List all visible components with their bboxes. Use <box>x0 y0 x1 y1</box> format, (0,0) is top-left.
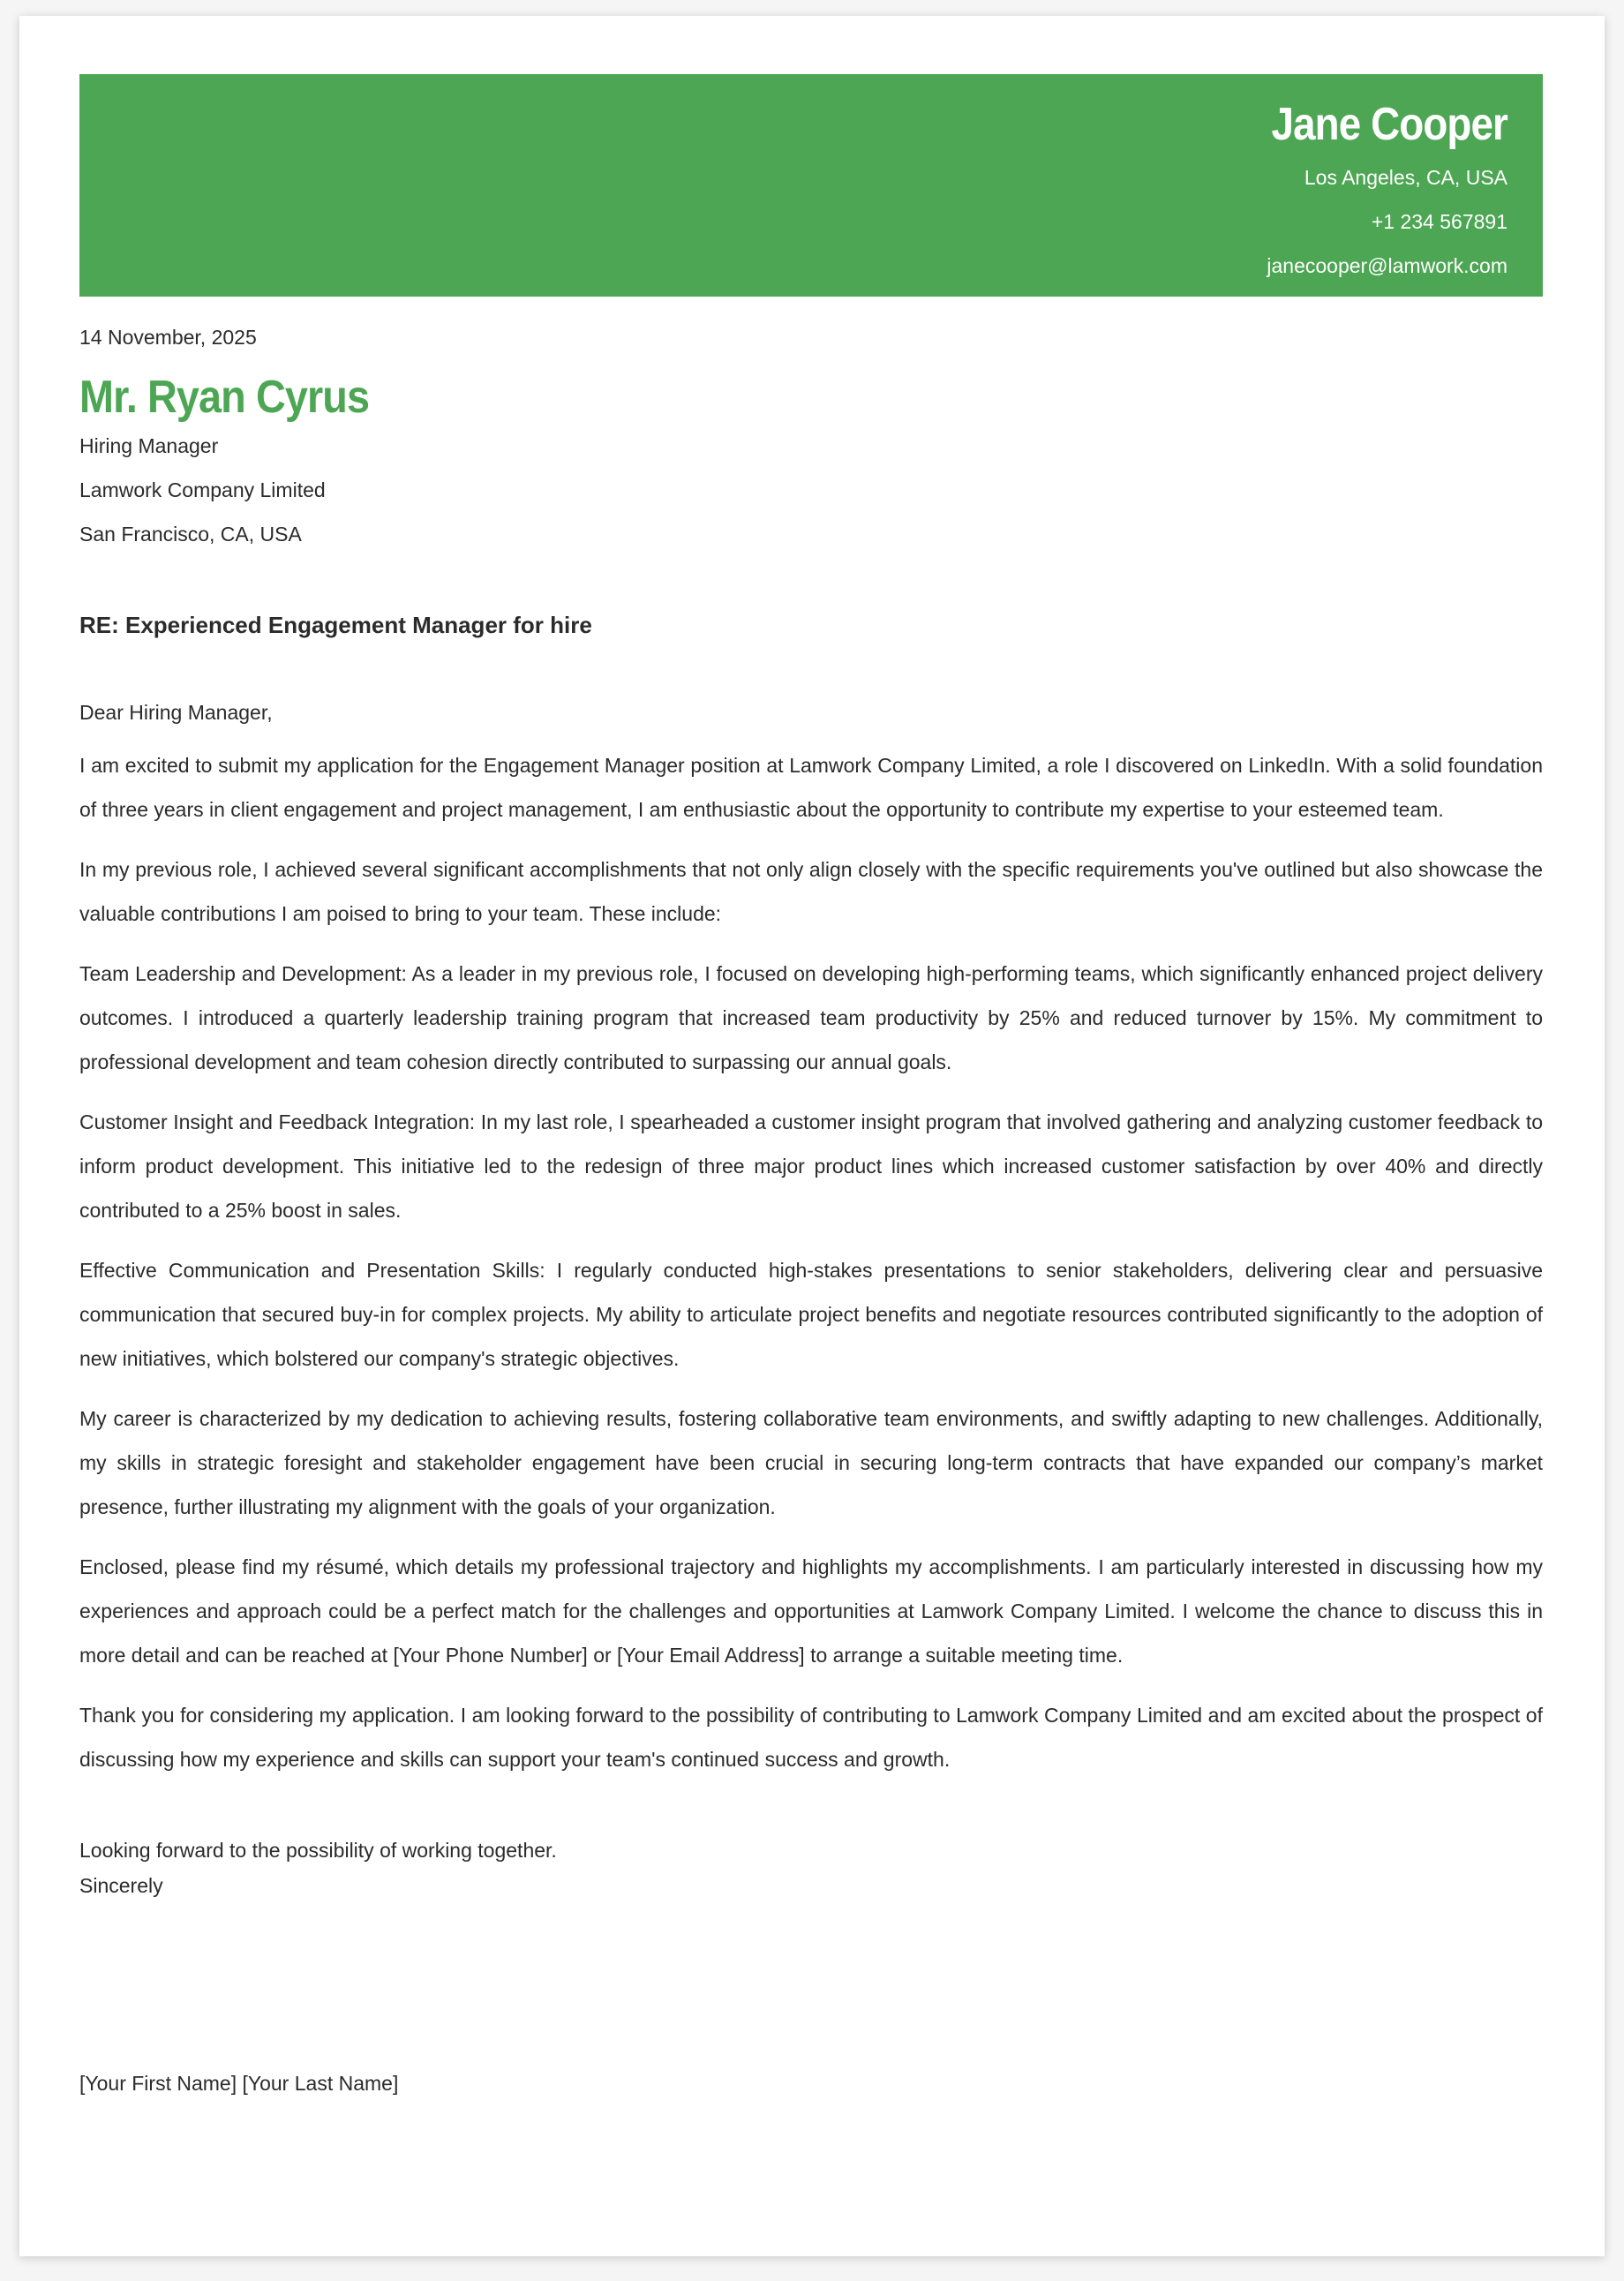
sender-location: Los Angeles, CA, USA <box>1304 166 1507 189</box>
sender-phone: +1 234 567891 <box>1371 210 1507 233</box>
letter-content <box>79 74 1543 2099</box>
body-paragraph: Effective Communication and Presentation Skills: I regularly conducted high-stakes presentations to senior stakeholders, delivering clear and persuasive communication that secured buy-in for complex projects. My ability to articulate project benefits and negotiate resources contributed significantly to the adoption of new initiatives, which bolstered our company's strategic objectives. <box>79 1259 1543 1370</box>
closing-line: Looking forward to the possibility of working together. <box>79 1839 557 1862</box>
recipient-location: San Francisco, CA, USA <box>79 523 302 546</box>
body-paragraph: My career is characterized by my dedication to achieving results, fostering collaborative team environments, and swiftly adapting to new challenges. Additionally, my skills in strategic foresight and stakeholder engagement have been crucial in securing long-term contracts that have expanded our company’s market presence, further illustrating my alignment with the goals of your organization. <box>79 1407 1543 1518</box>
signature-name: [Your First Name] [Your Last Name] <box>79 2072 399 2095</box>
sender-header <box>79 74 1543 297</box>
body-paragraph: Team Leadership and Development: As a leader in my previous role, I focused on developing high-performing teams, which significantly enhanced project delivery outcomes. I introduced a quarterly leadership training program that increased team productivity by 25% and reduced turnover by 15%. My commitment to professional development and team cohesion directly contributed to surpassing our annual goals. <box>79 962 1543 1073</box>
sender-email: janecooper@lamwork.com <box>1267 254 1507 277</box>
recipient-title: Hiring Manager <box>79 434 219 457</box>
letter-date: 14 November, 2025 <box>79 326 257 349</box>
recipient-company: Lamwork Company Limited <box>79 478 326 501</box>
recipient-name: Mr. Ryan Cyrus <box>79 372 370 423</box>
body-paragraph: I am excited to submit my application for the Engagement Manager position at Lamwork Company Limited, a role I discovered on LinkedIn. With a solid foundation of three years in client engagement and project management, I am enthusiastic about the opportunity to contribute my expertise to your esteemed team. <box>79 754 1543 821</box>
sender-name: Jane Cooper <box>1271 99 1507 150</box>
body-paragraph: In my previous role, I achieved several significant accomplishments that not only align closely with the specific requirements you've outlined but also showcase the valuable contributions I am poised to bring to your team. These include: <box>79 858 1543 925</box>
body-paragraph: Thank you for considering my application. I am looking forward to the possibility of contributing to Lamwork Company Limited and am excited about the prospect of discussing how my experience and skills can support your team's continued success and growth. <box>79 1704 1543 1771</box>
letter-page <box>19 16 1605 2256</box>
body-paragraph: Customer Insight and Feedback Integration: In my last role, I spearheaded a customer insight program that involved gathering and analyzing customer feedback to inform product development. This initiative led to the redesign of three major product lines which increased customer satisfaction by over 40% and directly contributed to a 25% boost in sales. <box>79 1110 1543 1222</box>
subject-line: RE: Experienced Engagement Manager for hire <box>79 612 592 638</box>
body-paragraph: Enclosed, please find my résumé, which details my professional trajectory and highlights my accomplishments. I am particularly interested in discussing how my experiences and approach could be a perfect match for the challenges and opportunities at Lamwork Company Limited. I welcome the chance to discuss this in more detail and can be reached at [Your Phone Number] or [Your Email Address] to arrange a suitable meeting time. <box>79 1555 1543 1667</box>
salutation: Dear Hiring Manager, <box>79 701 273 724</box>
signoff: Sincerely <box>79 1874 163 1897</box>
